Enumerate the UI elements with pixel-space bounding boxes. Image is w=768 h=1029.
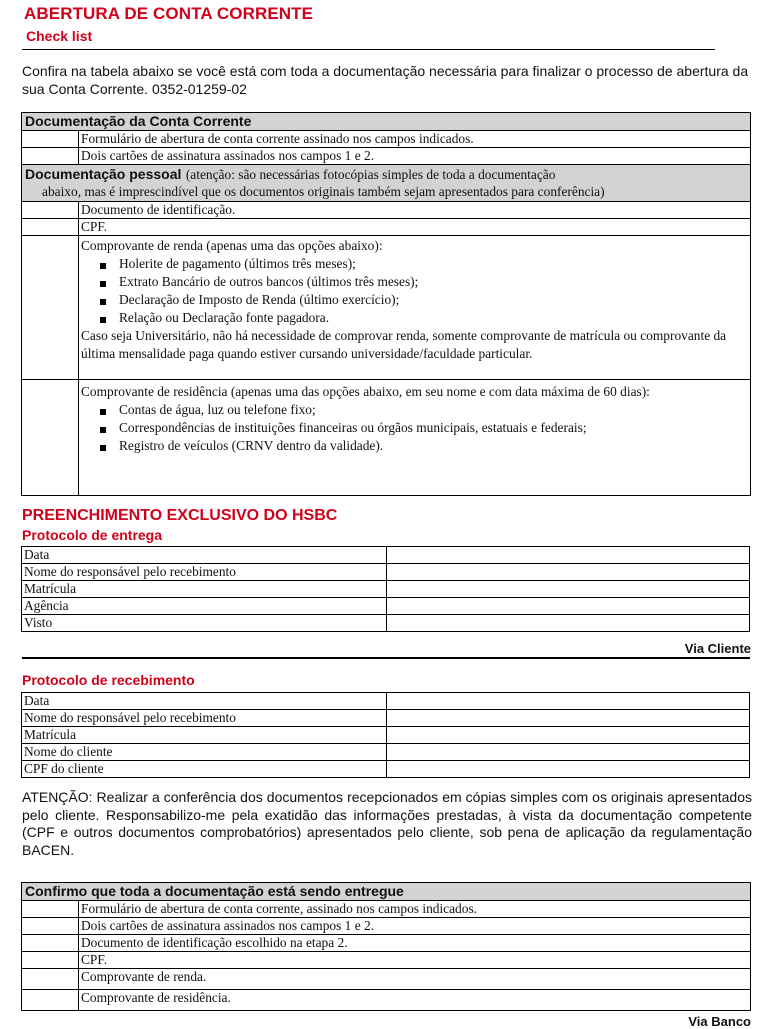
checkbox-cell[interactable]: [22, 901, 79, 918]
field-value[interactable]: [387, 727, 750, 744]
section-title-pessoal: Documentação pessoal: [25, 166, 182, 182]
item-label: Dois cartões de assinatura assinados nos campos 1 e 2.: [79, 148, 751, 165]
intro-text: Confira na tabela abaixo se você está com toda a documentação necessária para finalizar o processo de abertura da sua Conta Corrente. 0352-01259-02: [22, 63, 749, 97]
field-value[interactable]: [387, 615, 750, 632]
checkbox-cell[interactable]: [22, 236, 79, 380]
field-label: Matrícula: [22, 727, 387, 744]
table-row: [22, 710, 750, 727]
header-divider: [22, 49, 715, 50]
section-header-row: [22, 113, 751, 131]
field-value[interactable]: [387, 761, 750, 778]
hsbc-section-title: PREENCHIMENTO EXCLUSIVO DO HSBC: [22, 507, 338, 524]
list-item: Correspondências de instituições financeiras ou órgãos municipais, estatuais e federais;: [93, 419, 748, 437]
checkbox-cell[interactable]: [22, 131, 79, 148]
checklist-row: [22, 935, 751, 952]
section-note-line2: abaixo, mas é imprescindível que os documentos originais também sejam apresentados para conferência): [42, 184, 605, 199]
list-item: Declaração de Imposto de Renda (último exercício);: [93, 291, 748, 309]
field-value[interactable]: [387, 598, 750, 615]
list-item: Holerite de pagamento (últimos três meses);: [93, 255, 748, 273]
atencao-text: ATENÇÃO: Realizar a conferência dos documentos recepcionados em cópias simples com os originais apresentados pelo cliente. Responsabilizo-me pela exatidão das informações prestadas, à vista da documentação competente (CPF e outros documentos comprobatórios) apresentados pelo cliente, sob pena de aplicação da regulamentação BACEN.: [22, 789, 752, 858]
table-row: [22, 581, 750, 598]
checklist-row: [22, 952, 751, 969]
confirm-title: Confirmo que toda a documentação está sendo entregue: [22, 883, 751, 901]
field-value[interactable]: [387, 581, 750, 598]
checklist-row: [22, 990, 751, 1011]
field-label: Nome do responsável pelo recebimento: [22, 564, 387, 581]
checkbox-cell[interactable]: [22, 952, 79, 969]
field-label: CPF do cliente: [22, 761, 387, 778]
entrega-title: Protocolo de entrega: [22, 527, 163, 543]
item-label: Comprovante de residência.: [79, 990, 751, 1011]
table-row: [22, 727, 750, 744]
checkbox-cell[interactable]: [22, 969, 79, 990]
item-label: Documento de identificação escolhido na etapa 2.: [79, 935, 751, 952]
recebimento-title: Protocolo de recebimento: [22, 672, 195, 688]
checkbox-cell[interactable]: [22, 148, 79, 165]
checklist-row: [22, 901, 751, 918]
field-value[interactable]: [387, 693, 750, 710]
section-title-conta: Documentação da Conta Corrente: [22, 113, 751, 131]
item-label: Formulário de abertura de conta corrente assinado nos campos indicados.: [79, 131, 751, 148]
checkbox-cell[interactable]: [22, 990, 79, 1011]
table-row: [22, 598, 750, 615]
item-label: Documento de identificação.: [79, 202, 751, 219]
residencia-options-list: [81, 401, 748, 455]
section-note-line1: (atenção: são necessárias fotocópias simples de toda a documentação: [185, 167, 556, 182]
checkbox-cell[interactable]: [22, 380, 79, 496]
field-value[interactable]: [387, 710, 750, 727]
item-label: Comprovante de renda.: [79, 969, 751, 990]
checklist-row: [22, 236, 751, 380]
renda-options-list: [81, 255, 748, 327]
cut-line: [22, 657, 750, 659]
field-value[interactable]: [387, 564, 750, 581]
checklist-row: [22, 219, 751, 236]
confirm-checklist-table: [21, 882, 751, 1011]
residencia-title: Comprovante de residência (apenas uma das opções abaixo, em seu nome e com data máxima de 60 dias):: [81, 384, 650, 399]
table-row: [22, 615, 750, 632]
via-banco-label: Via Banco: [688, 1014, 751, 1029]
table-row: [22, 761, 750, 778]
list-item: Contas de água, luz ou telefone fixo;: [93, 401, 748, 419]
item-label: CPF.: [79, 219, 751, 236]
field-label: Visto: [22, 615, 387, 632]
checkbox-cell[interactable]: [22, 918, 79, 935]
section-header-row: [22, 883, 751, 901]
documents-checklist-table: [21, 112, 751, 496]
via-cliente-label: Via Cliente: [684, 641, 751, 656]
table-row: [22, 547, 750, 564]
field-label: Data: [22, 693, 387, 710]
field-label: Data: [22, 547, 387, 564]
item-label: CPF.: [79, 952, 751, 969]
checklist-row: [22, 969, 751, 990]
field-value[interactable]: [387, 547, 750, 564]
page-subtitle: Check list: [26, 28, 93, 44]
item-label: Formulário de abertura de conta corrente, assinado nos campos indicados.: [79, 901, 751, 918]
renda-note: Caso seja Universitário, não há necessidade de comprovar renda, somente comprovante de matrícula ou comprovante da última mensalidade paga quando estiver cursando universidade/faculdade particular.: [81, 328, 727, 361]
field-label: Nome do cliente: [22, 744, 387, 761]
field-label: Nome do responsável pelo recebimento: [22, 710, 387, 727]
list-item: Relação ou Declaração fonte pagadora.: [93, 309, 748, 327]
checklist-row: [22, 202, 751, 219]
checklist-row: [22, 148, 751, 165]
table-row: [22, 564, 750, 581]
renda-title: Comprovante de renda (apenas uma das opções abaixo):: [81, 238, 383, 253]
protocolo-recebimento-table: [21, 692, 750, 778]
item-label: Dois cartões de assinatura assinados nos campos 1 e 2.: [79, 918, 751, 935]
checklist-row: [22, 918, 751, 935]
list-item: Registro de veículos (CRNV dentro da validade).: [93, 437, 748, 455]
field-label: Agência: [22, 598, 387, 615]
protocolo-entrega-table: [21, 546, 750, 632]
page-title: ABERTURA DE CONTA CORRENTE: [24, 4, 314, 23]
checkbox-cell[interactable]: [22, 935, 79, 952]
checklist-row: [22, 131, 751, 148]
table-row: [22, 693, 750, 710]
field-value[interactable]: [387, 744, 750, 761]
section-header-row: [22, 165, 751, 202]
table-row: [22, 744, 750, 761]
checkbox-cell[interactable]: [22, 219, 79, 236]
list-item: Extrato Bancário de outros bancos (últimos três meses);: [93, 273, 748, 291]
checklist-row: [22, 380, 751, 496]
checkbox-cell[interactable]: [22, 202, 79, 219]
field-label: Matrícula: [22, 581, 387, 598]
